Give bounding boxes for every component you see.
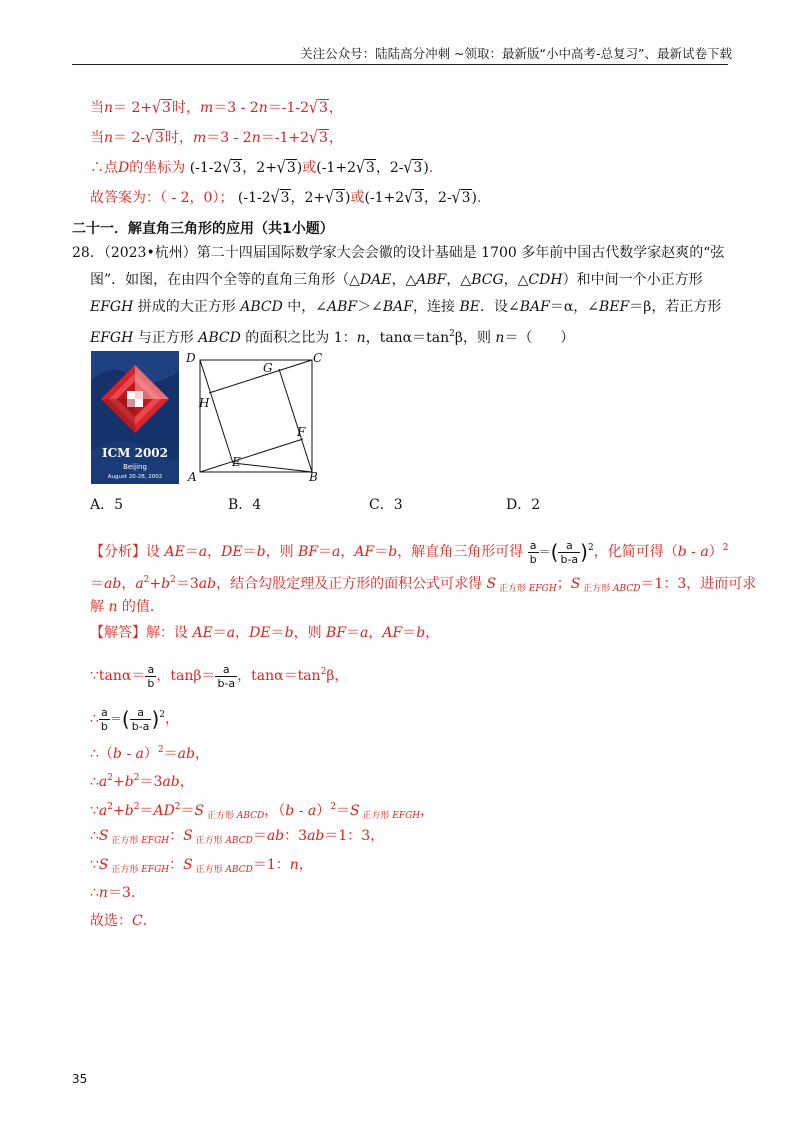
segment-ch [209, 360, 312, 393]
option-a: A．5 [90, 497, 124, 513]
solution-line-1: 【解答】解：设 AE＝a，DE＝b，则 BF＝a，AF＝b， [90, 625, 440, 641]
logo-title: ICM 2002 [101, 446, 169, 460]
prev-line-2: 当n＝ 2-√3时，m＝3 - 2n＝-1+2√3， [90, 128, 343, 148]
label-g: G [263, 361, 273, 375]
label-d: D [186, 351, 196, 365]
analysis-line-2: ＝ab，$a^2+b^2=3ab$，结合勾股定理及正方形的面积公式可求得 S $_{正方形}$ $_{EFGH}$；S $_{正方形}$ $_{ABCD}$＝1：3，进而可求 [90, 575, 757, 594]
prev-line-1: 当n＝ 2+√3时，m＝3 - 2n＝-1-2√3， [90, 98, 343, 118]
analysis-label: 【分析】 [90, 544, 146, 560]
square-abcd [200, 360, 312, 472]
solution-line-10: 故选：C． [90, 913, 157, 929]
section-title: 二十一．解直角三角形的应用（共1小题） [72, 221, 334, 237]
logo-dates: August 20-28, 2002 [107, 474, 163, 480]
segment-de [200, 360, 233, 463]
solution-label: 【解答】 [90, 625, 146, 641]
solution-line-2: ∵tanα＝ $\frac{a}{b}$ ，tanβ＝ $\frac{a}{b-a}$ ，$\tan\alpha=\tan^2\beta$， [90, 662, 349, 690]
analysis-line-1: 【分析】设 AE＝a，DE＝b，则 BF＝a，AF＝b，解直角三角形可得 $\frac{a}{b}$ ＝( $\frac{a}{b-a}$ )$^2$，化简可得（b - a）$^2$ [90, 538, 729, 566]
fraction-a-over-b-minus-a: $\frac{a}{b-a}$ [560, 538, 579, 566]
header-rule [72, 64, 728, 65]
label-c: C [313, 351, 323, 365]
page-number: 35 [72, 1072, 88, 1086]
zhao-shuang-figure [186, 350, 326, 489]
solution-line-9: ∴n＝3． [90, 885, 145, 901]
option-b: B．4 [228, 497, 262, 513]
analysis-line-3: 解 n 的值． [90, 599, 164, 615]
solution-line-4: ∴（b - a）$^2$＝ab， [90, 745, 209, 762]
segment-be [233, 463, 312, 472]
label-e: E [232, 455, 241, 469]
icm-2002-logo [91, 351, 179, 484]
option-d: D．2 [506, 497, 541, 513]
label-f: F [297, 425, 306, 439]
question-number: 28． [72, 245, 104, 261]
fraction-a-over-b: $\frac{a}{b}$ [529, 538, 537, 566]
page-header: 关注公众号：陆陆高分冲刺 ~领取：最新版“小中高考-总复习”、最新试卷下载 [300, 46, 732, 61]
label-b: B [309, 470, 318, 484]
solution-line-6: $\because a^2+b^2=AD^2=S$ $_{正方形}$ $_{ABCD}$，（b - a）$^2$＝S $_{正方形}$ $_{EFGH}$， [90, 802, 435, 821]
question-line-3: EFGH 拼成的大正方形 ABCD 中，∠ABF＞∠BAF，连接 BE．设∠BAF＝α，∠BEF＝β，若正方形 [90, 299, 722, 315]
segment-bg [279, 369, 312, 472]
segment-af [200, 439, 303, 472]
question-line-1: 28．（2023•杭州）第二十四届国际数学家大会会徽的设计基础是 1700 多年前中国古代数学家赵爽的“弦 [72, 245, 725, 261]
solution-line-5: $\therefore a^2+b^2=3ab$， [90, 773, 194, 790]
solution-line-3: ∴ $\frac{a}{b}$ ＝( $\frac{a}{b-a}$ )$^2$， [90, 705, 179, 733]
solution-line-8: ∵S $_{正方形}$ $_{EFGH}$：S $_{正方形}$ $_{ABCD}$＝1：n， [90, 857, 313, 875]
solution-line-7: ∴S $_{正方形}$ $_{EFGH}$：S $_{正方形}$ $_{ABCD}$＝ab：3ab＝1：3， [90, 828, 385, 846]
question-line-2: 图”．如图，在由四个全等的直角三角形（△DAE，△ABF，△BCG，△CDH）和中间一个小正方形 [90, 272, 703, 288]
logo-city: Beijing [123, 463, 147, 471]
label-a: A [188, 470, 197, 484]
prev-line-4: 故答案为：（ - 2，0）； (-1-2√3，2+√3)或(-1+2√3，2-√3). [90, 188, 482, 208]
question-line-4: EFGH 与正方形 ABCD 的面积之比为 1：n，$\tan\alpha=\tan^2\beta$，则 n＝（ ） [90, 329, 575, 346]
prev-line-3: ∴点D的坐标为 (-1-2√3，2+√3)或(-1+2√3，2-√3). [90, 158, 434, 178]
label-h: H [199, 396, 210, 410]
option-c: C．3 [369, 497, 403, 513]
